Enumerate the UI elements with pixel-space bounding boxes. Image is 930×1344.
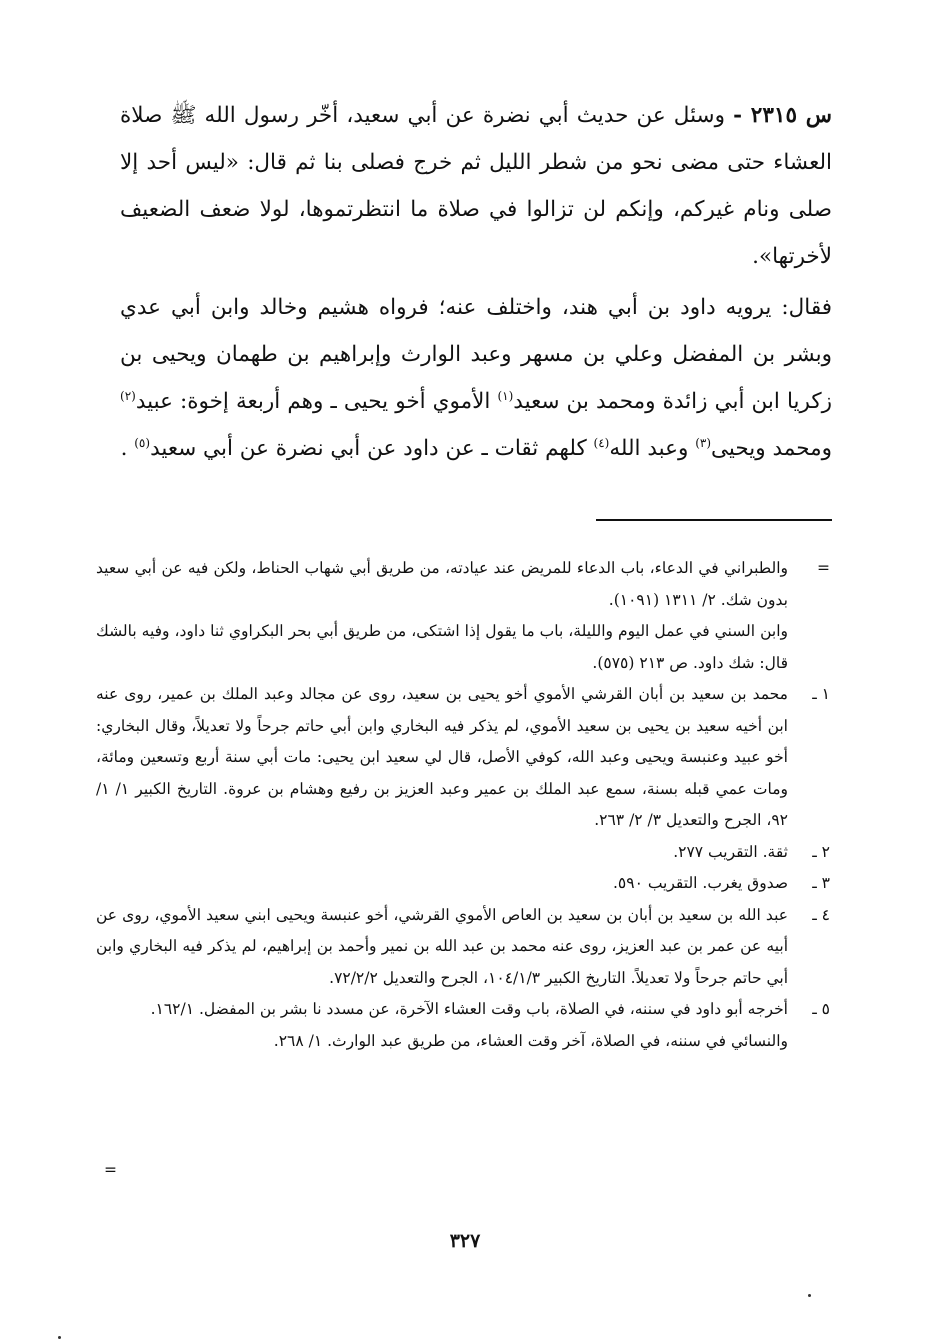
question-text: وسئل عن حديث أبي نضرة عن أبي سعيد، أخّر رسول الله ﷺ صلاة العشاء حتى مضى نحو من شطر الليل ثم خرج فصلى بنا ثم قال: «ليس أحد إلا صلى ونام غيركم، وإنكم لن تزالوا في صلاة ما انتظرتموها، لولا ضعف الضعيف لأخرتها». xyxy=(120,103,832,269)
footnote-text: ثقة. التقريب ٢٧٧. xyxy=(673,842,788,861)
speck xyxy=(808,1294,811,1297)
answer-text: وعبد الله xyxy=(609,436,696,461)
continues-mark: = xyxy=(104,1161,117,1179)
footnote-continuation xyxy=(96,553,830,679)
footnote-body xyxy=(96,994,788,1057)
footnote-body xyxy=(96,553,788,679)
footnote-ref-4: (٤) xyxy=(593,435,610,450)
footnote-text: عبد الله بن سعيد بن أبان بن سعيد بن العاص الأموي القرشي، أخو عنبسة ويحيى ابني سعيد الأموي، روى عن أبيه عن عمر بن عبد العزيز، روى عنه محمد بن عبد الله بن نمير وأحمد بن إبراهيم، لم يذكر فيه البخاري وابن أبي حاتم جرحاً ولا تعديلاً. التاريخ الكبير ١٠٤/١/٣، الجرح والتعديل ٧٢/٢/٢. xyxy=(96,905,788,987)
answer-text: الأموي أخو يحيى ـ وهم أربعة إخوة: عبيد xyxy=(135,389,498,414)
main-text xyxy=(120,92,832,472)
footnote-paragraph: والنسائي في سننه، في الصلاة، آخر وقت العشاء، من طريق عبد الوارث. ١/ ٢٦٨. xyxy=(273,1031,788,1050)
footnote-1 xyxy=(96,679,830,837)
footnote-paragraph: وابن السني في عمل اليوم والليلة، باب ما يقول إذا اشتكى، من طريق أبي بحر البكراوي ثنا داود، وفيه بالشك قال: شك داود. ص ٢١٣ (٥٧٥). xyxy=(96,622,788,672)
question-paragraph xyxy=(120,92,832,280)
footnotes xyxy=(96,553,830,1057)
footnote-ref-5: (٥) xyxy=(134,435,151,450)
footnote-paragraph: والطبراني في الدعاء، باب الدعاء للمريض عند عيادته، من طريق أبي شهاب الحناط، ولكن فيه عن أبي سعيد بدون شك. ٢/ ١٣١١ (١٠٩١). xyxy=(96,559,788,609)
footnote-number: ١ ـ xyxy=(812,685,830,703)
footnote-ref-2: (٢) xyxy=(120,388,136,403)
footnote-number: ٣ ـ xyxy=(812,874,830,892)
footnote-separator xyxy=(596,519,832,521)
footnote-5 xyxy=(96,994,830,1057)
footnote-number: ٢ ـ xyxy=(812,842,830,861)
page-number: ٣٢٧ xyxy=(449,1230,481,1252)
footnote-number: ٤ ـ xyxy=(812,905,830,924)
answer-paragraph xyxy=(120,284,832,472)
continuation-mark: = xyxy=(817,559,830,577)
footnote-3 xyxy=(96,868,830,900)
footnote-ref-3: (٣) xyxy=(695,435,712,450)
footnote-4 xyxy=(96,900,830,995)
answer-text: ومحمد ويحيى xyxy=(711,436,832,461)
answer-text: . xyxy=(120,436,135,461)
footnote-paragraph: أخرجه أبو داود في سننه، في الصلاة، باب وقت العشاء الآخرة، عن مسدد نا بشر بن المفضل. ١٦٢/١. xyxy=(150,1000,788,1018)
speck xyxy=(58,1336,61,1339)
footnote-number: ٥ ـ xyxy=(812,1000,830,1018)
footnote-text: محمد بن سعيد بن أبان القرشي الأموي أخو يحيى بن سعيد، روى عن مجالد وعبد الملك بن عمير، روى عنه ابن أخيه سعيد بن يحيى بن سعيد الأموي، لم يذكر فيه البخاري وابن أبي حاتم جرحاً ولا تعديلاً، وقال البخاري: أخو عبيد وعنبسة ويحيى وعبد الله، كوفي الأصل، قال لي سعيد ابن يحيى: مات أبي سنة أربع وتسعين ومائة، ومات عمي قبله بسنة، سمع عبد الملك بن عمير وعبد العزيز بن رفيع وهشام بن عروة. التاريخ الكبير ١/ ١/ ٩٢، الجرح والتعديل ٣/ ٢/ ٢٦٣. xyxy=(96,685,788,829)
answer-text: فقال: يرويه داود بن أبي هند، واختلف عنه؛ فرواه هشيم وخالد وابن أبي عدي وبشر بن المفضل وعلي بن مسهر وعبد الوارث وإبراهيم بن طهمان ويحيى بن زكريا ابن أبي زائدة ومحمد بن سعيد xyxy=(120,295,832,414)
footnote-2 xyxy=(96,837,830,869)
footnote-ref-1: (١) xyxy=(497,388,514,403)
question-number: س ٢٣١٥ - xyxy=(733,103,833,128)
answer-text: كلهم ثقات ـ عن داود عن أبي نضرة عن أبي سعيد xyxy=(150,436,594,461)
footnote-text: صدوق يغرب. التقريب ٥٩٠. xyxy=(612,874,788,892)
